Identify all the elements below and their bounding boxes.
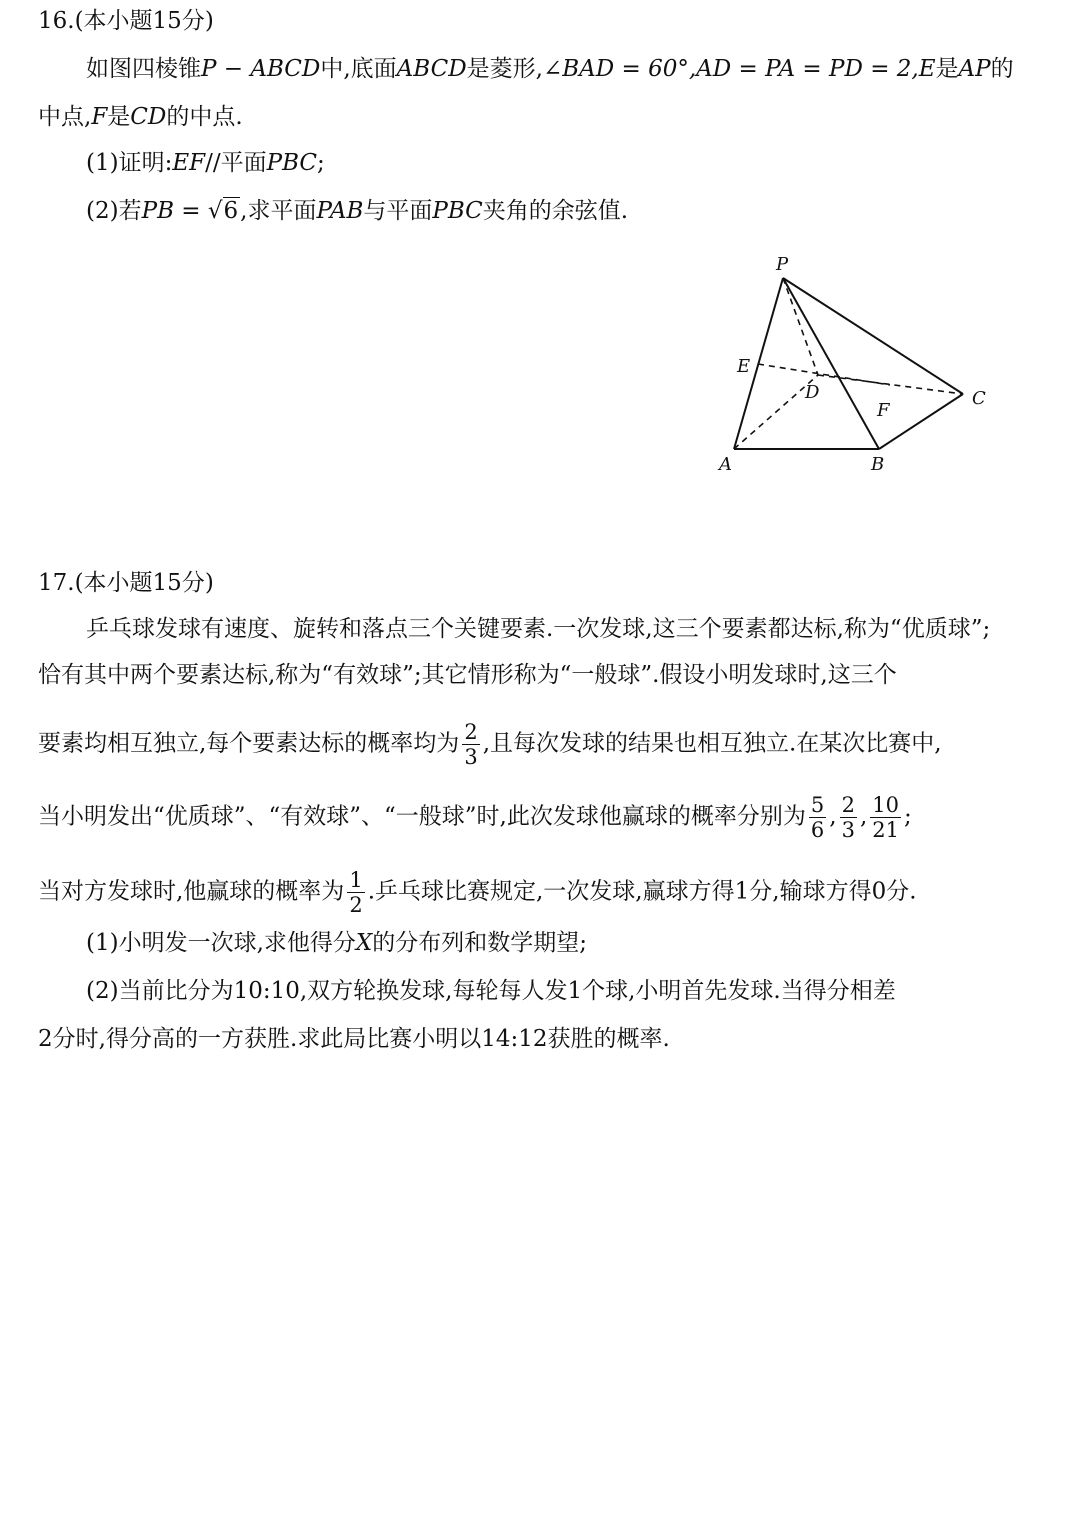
q17-part2-line1: (2)当前比分为10:10,双方轮换发球,每轮每人发1个球,小明首先发球.当得分相差 (86, 978, 896, 1004)
fraction-1-2: $\frac{1}{2}$ (349, 868, 363, 917)
q17-heading: 17.(本小题15分) (38, 570, 214, 596)
q17-part1: (1)小明发一次球,求他得分X的分布列和数学期望; (86, 930, 588, 956)
label-D: D (805, 382, 820, 403)
edge-BC (879, 394, 963, 449)
fraction-2-3-b: $\frac{2}{3}$ (841, 793, 855, 842)
label-F: F (877, 400, 890, 421)
fraction-10-21: $\frac{10}{21}$ (872, 793, 899, 842)
q16-stem-line2: 中点,F是CD的中点. (38, 104, 243, 130)
q17-line5: 当对方发球时,他赢球的概率为 $\frac{1}{2}$ .乒乓球比赛规定,一次发球,赢球方得1分,输球方得0分. (38, 868, 917, 917)
edge-PB (783, 278, 879, 449)
fraction-5-6: $\frac{5}{6}$ (810, 793, 825, 842)
q16-stem-line1: 如图四棱锥P − ABCD中,底面ABCD是菱形,∠BAD = 60°,AD = PA = PD = 2,E是AP的 (86, 56, 1014, 82)
label-P: P (776, 254, 789, 275)
sqrt-6: √6 (207, 198, 239, 224)
q17-line2: 恰有其中两个要素达标,称为“有效球”;其它情形称为“一般球”.假设小明发球时,这三个 (38, 662, 897, 688)
label-E: E (737, 356, 751, 377)
q16-heading: 16.(本小题15分) (38, 8, 214, 34)
label-B: B (871, 454, 885, 475)
q17-line1: 乒乓球发球有速度、旋转和落点三个关键要素.一次发球,这三个要素都达标,称为“优质球”; (86, 616, 991, 642)
q16-part1: (1)证明:EF//平面PBC; (86, 150, 325, 176)
edge-PD-hidden (783, 278, 818, 375)
q17-part2-line2: 2分时,得分高的一方获胜.求此局比赛小明以14:12获胜的概率. (38, 1026, 670, 1052)
label-A: A (719, 454, 732, 475)
q16-part2: (2)若PB = √6,求平面PAB与平面PBC夹角的余弦值. (86, 198, 629, 224)
q17-line4: 当小明发出“优质球”、“有效球”、“一般球”时,此次发球他赢球的概率分别为 $\frac{5}{6}$ , $\frac{2}{3}$ , $\frac{10}{21}$ ; (38, 793, 912, 842)
label-C: C (972, 388, 986, 409)
q17-line3: 要素均相互独立,每个要素达标的概率均为 $\frac{2}{3}$ ,且每次发球的结果也相互独立.在某次比赛中, (38, 720, 942, 769)
segment-EF-hidden (758, 364, 890, 385)
edge-PC (783, 278, 963, 394)
fraction-2-3: $\frac{2}{3}$ (464, 720, 478, 769)
pyramid-figure (700, 240, 1000, 480)
